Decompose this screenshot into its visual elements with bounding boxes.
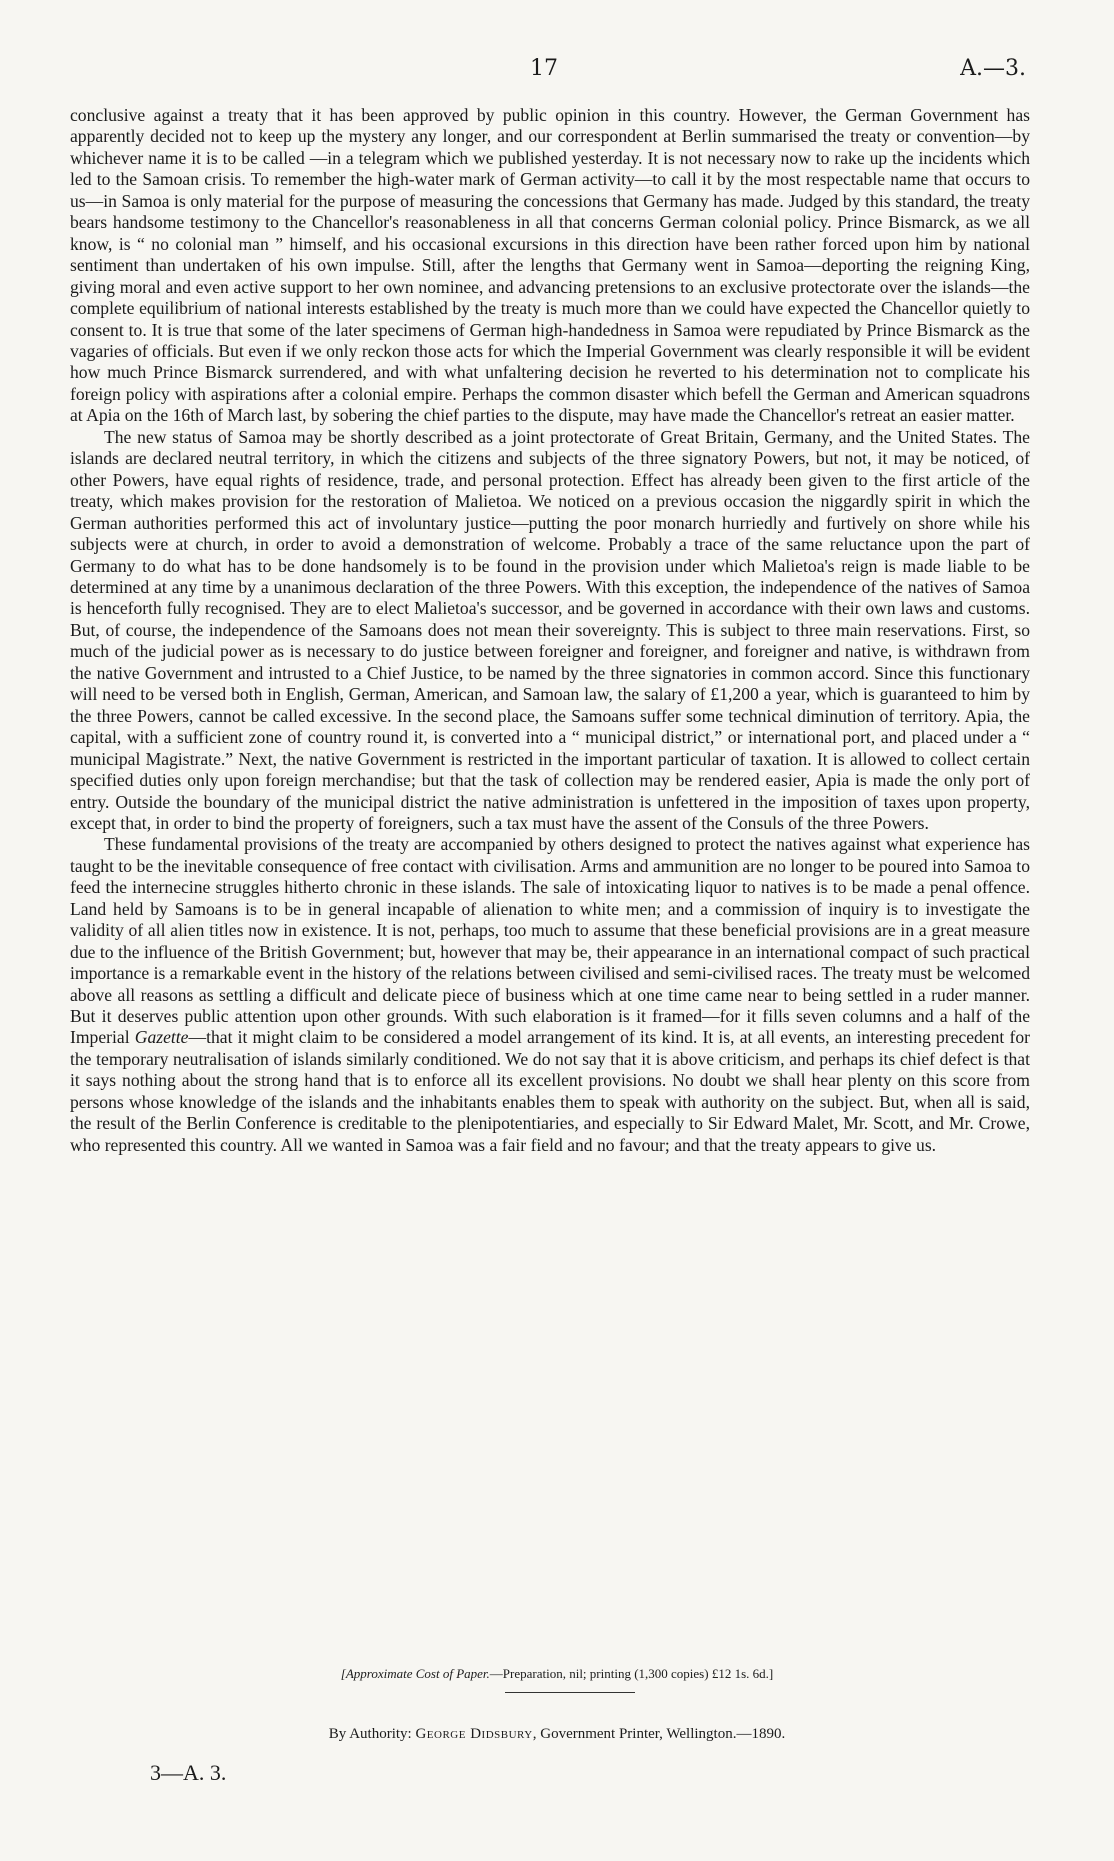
article-body <box>70 105 1030 1156</box>
signature-mark: 3—A. 3. <box>150 1760 227 1785</box>
paragraph-3-text-b: —that it might claim to be considered a model arrangement of its kind. It is, at all events, an interesting precedent for the temporary neutralisation of islands similarly conditioned. We do not say that it is above criticism, and perhaps its chief defect is that it says nothing about the strong hand that is to enforce all its excellent provisions. No doubt we shall hear plenty on this score from persons whose knowledge of the islands and the inhabitants enables them to speak with authority on the subject. But, when all is said, the result of the Berlin Conference is creditable to the plenipotentiaries, and especially to Sir Edward Malet, Mr. Scott, and Mr. Crowe, who represented this country. All we wanted in Samoa was a fair field and no favour; and that the treaty appears to give us. <box>70 1027 1030 1155</box>
paragraph-2: The new status of Samoa may be shortly described as a joint protectorate of Great Britain, Germany, and the United States. The islands are declared neutral territory, in which the citizens and subjects of the three signatory Powers, but not, it may be noticed, of other Powers, have equal rights of residence, trade, and personal protection. Effect has already been given to the first article of the treaty, which makes provision for the restoration of Malietoa. We noticed on a previous occasion the niggardly spirit in which the German authorities performed this act of involuntary justice—putting the poor monarch hurriedly and furtively on shore while his subjects were at church, in order to avoid a demonstration of welcome. Probably a trace of the same reluctance upon the part of Germany to do what has to be done handsomely is to be found in the provision under which Malietoa's reign is made liable to be determined at any time by a unanimous declaration of the three Powers. With this exception, the independence of the natives of Samoa is henceforth fully recognised. They are to elect Malietoa's successor, and be governed in accordance with their own laws and customs. But, of course, the independence of the Samoans does not mean their sovereignty. This is subject to three main reservations. First, so much of the judicial power as is necessary to do justice between foreigner and foreigner, and foreigner and native, is withdrawn from the native Government and intrusted to a Chief Justice, to be named by the three signatories in common accord. Since this functionary will need to be versed both in English, German, American, and Samoan law, the salary of £1,200 a year, which is guaranteed to him by the three Powers, cannot be called excessive. In the second place, the Samoans suffer some technical diminution of territory. Apia, the capital, with a sufficient zone of country round it, is converted into a “ municipal district,” or international port, and placed under a “ municipal Magistrate.” Next, the native Government is restricted in the important particular of taxation. It is allowed to collect certain specified duties only upon foreign merchandise; but that the task of collection may be rendered easier, Apia is made the only port of entry. Outside the boundary of the municipal district the native administration is unfettered in the imposition of taxes upon property, except that, in order to bind the property of foreigners, such a tax must have the assent of the Consuls of the three Powers. <box>70 426 1030 833</box>
paragraph-1: conclusive against a treaty that it has been approved by public opinion in this country. However, the German Government has apparently decided not to keep up the mystery any longer, and our correspondent at Berlin summarised the treaty or convention—by whichever name it is to be called —in a telegram which we published yesterday. It is not necessary now to rake up the incidents which led to the Samoan crisis. To remember the high-water mark of German activity—to call it by the most respectable name that occurs to us—in Samoa is only material for the purpose of measuring the concessions that Germany has made. Judged by this standard, the treaty bears handsome testimony to the Chancellor's reasonableness in all that concerns German colonial policy. Prince Bismarck, as we all know, is “ no colonial man ” himself, and his occasional excursions in this direction have been rather forced upon him by national sentiment than undertaken of his own impulse. Still, after the lengths that Germany went in Samoa—deporting the reigning King, giving moral and even active support to her own nominee, and advancing pretensions to an exclusive protectorate over the islands—the complete equilibrium of national interests established by the treaty is much more than we could have expected the Chancellor quietly to consent to. It is true that some of the later specimens of German high-handedness in Samoa were repudiated by Prince Bismarck as the vagaries of officials. But even if we only reckon those acts for which the Imperial Government was clearly responsible it will be evident how much Prince Bismarck surrendered, and with what unfaltering decision he reverted to his determination not to complicate his foreign policy with aspirations after a colonial empire. Perhaps the common disaster which befell the German and American squadrons at Apia on the 16th of March last, by sobering the chief parties to the dispute, may have made the Chancellor's retreat an easier matter. <box>70 105 1030 426</box>
cost-detail: —Preparation, nil; printing (1,300 copies) £12 1s. 6d.] <box>489 1666 774 1681</box>
printer-name: George Didsbury <box>415 1726 533 1742</box>
document-reference: A.—3. <box>960 56 1026 81</box>
paragraph-3-text-a: These fundamental provisions of the treaty are accompanied by others designed to protect the natives against what experience has taught to be the inevitable consequence of free contact with civilisation. Arms and ammunition are no longer to be poured into Samoa to feed the internecine struggles hitherto chronic in these islands. The sale of intoxicating liquor to natives is to be made a penal offence. Land held by Samoans is to be in general incapable of alienation to white men; and a commission of inquiry is to investigate the validity of all alien titles now in existence. It is not, perhaps, too much to assume that these beneficial provisions are in a great measure due to the influence of the British Government; but, however that may be, their appearance in an international compact of such practical importance is a remarkable event in the history of the relations between civilised and semi-civilised races. The treaty must be welcomed above all reasons as settling a difficult and delicate piece of business which at one time came near to being settled in a ruder manner. But it deserves public attention upon other grounds. With such elaboration is it framed—for it fills seven columns and a half of the Imperial <box>70 834 1030 1048</box>
page-number: 17 <box>530 56 558 81</box>
page-header <box>0 56 1114 86</box>
cost-label: [Approximate Cost of Paper. <box>340 1666 490 1681</box>
paragraph-3 <box>70 834 1030 1156</box>
by-authority: By Authority: <box>328 1726 412 1742</box>
printer-imprint <box>0 1726 1114 1743</box>
printer-title: , Government Printer, Wellington.—1890. <box>532 1726 786 1742</box>
divider-rule <box>505 1692 635 1693</box>
cost-note <box>0 1666 1114 1682</box>
gazette-italic: Gazette <box>134 1027 189 1048</box>
